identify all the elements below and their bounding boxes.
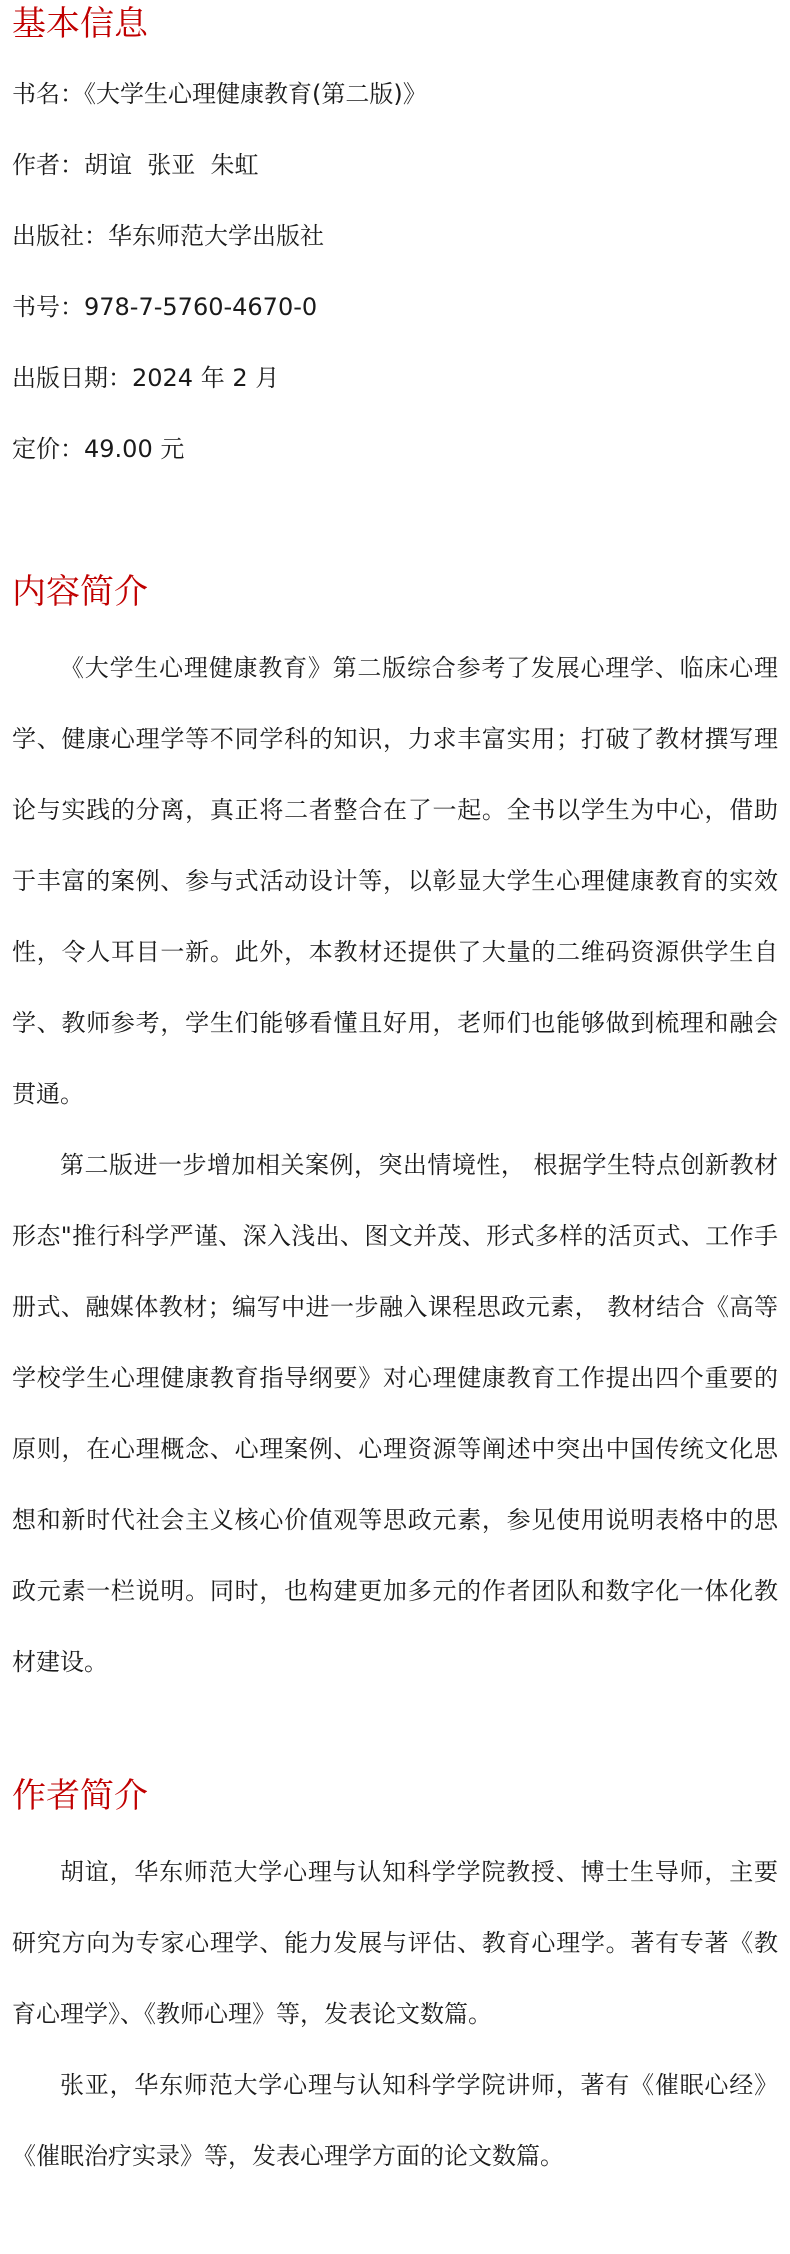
book-name-label: 书名：: [12, 80, 84, 108]
summary-title: 内容简介: [12, 572, 148, 612]
isbn-value: 978-7-5760-4670-0: [84, 293, 318, 321]
price-value: 49.00 元: [84, 435, 185, 463]
publisher-line: [12, 221, 324, 251]
publisher-label: 出版社：: [12, 222, 108, 250]
isbn-line: [12, 292, 317, 322]
book-name-value: 《大学生心理健康教育(第二版)》: [84, 80, 427, 108]
author-label: 作者：: [12, 151, 84, 179]
authors-title: 作者简介: [12, 1776, 148, 1816]
author-bio-hu-yi: 胡谊，华东师范大学心理与认知科学学院教授、博士生导师，主要研究方向为专家心理学、能力发展与评估、教育心理学。著有专著《教育心理学》、《教师心理》等，发表论文数篇。: [12, 1858, 778, 2028]
summary-paragraph-2: 第二版进一步增加相关案例，突出情境性， 根据学生特点创新教材形态"推行科学严谨、深入浅出、图文并茂、形式多样的活页式、工作手册式、融媒体教材；编写中进一步融入课程思政元素， 教材结合《高等学校学生心理健康教育指导纲要》对心理健康教育工作提出四个重要的原则，在心理概念、心理案例、心理资源等阐述中突出中国传统文化思想和新时代社会主义核心价值观等思政元素，参见使用说明表格中的思政元素一栏说明。同时，也构建更加多元的作者团队和数字化一体化教材建设。: [12, 1151, 778, 1676]
date-line: [12, 363, 279, 393]
author-bio-zhang-ya: 张亚，华东师范大学心理与认知科学学院讲师，著有《催眠心经》《催眠治疗实录》等，发表心理学方面的论文数篇。: [12, 2071, 778, 2170]
price-label: 定价：: [12, 435, 84, 463]
book-name-line: [12, 79, 427, 109]
date-label: 出版日期：: [12, 364, 132, 392]
isbn-label: 书号：: [12, 293, 84, 321]
publisher-value: 华东师范大学出版社: [108, 222, 324, 250]
author-value: 胡谊 张亚 朱虹: [84, 151, 259, 179]
author-line: [12, 150, 259, 180]
date-value: 2024 年 2 月: [132, 364, 280, 392]
summary-paragraph-1: 《大学生心理健康教育》第二版综合参考了发展心理学、临床心理学、健康心理学等不同学科的知识，力求丰富实用；打破了教材撰写理论与实践的分离，真正将二者整合在了一起。全书以学生为中心，借助于丰富的案例、参与式活动设计等，以彰显大学生心理健康教育的实效性，令人耳目一新。此外，本教材还提供了大量的二维码资源供学生自学、教师参考，学生们能够看懂且好用，老师们也能够做到梳理和融会贯通。: [12, 654, 778, 1108]
basic-info-title: 基本信息: [12, 4, 148, 44]
price-line: [12, 434, 184, 464]
